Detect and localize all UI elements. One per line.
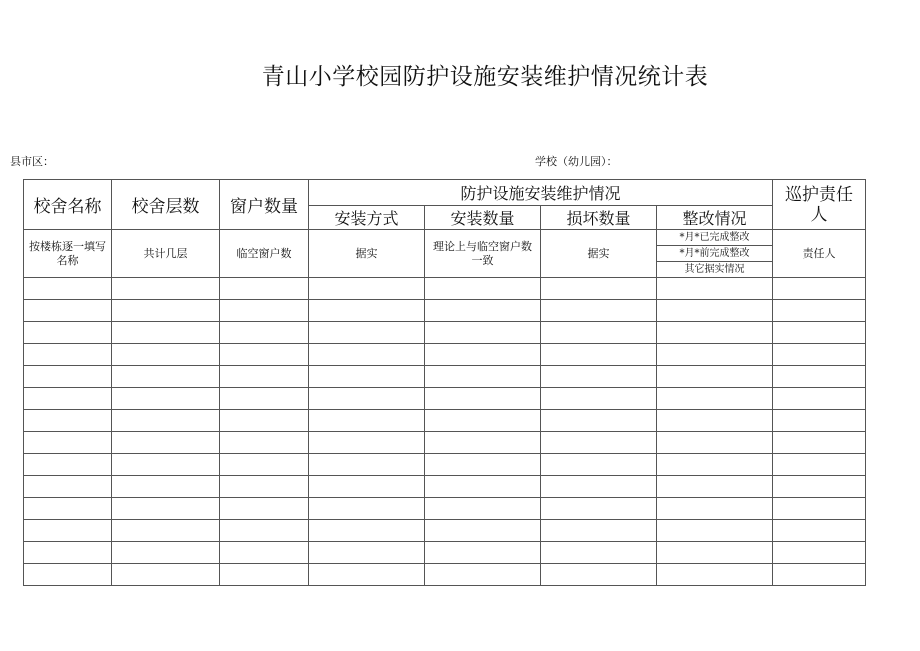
table-cell[interactable] [657,564,773,586]
table-cell[interactable] [657,388,773,410]
header-floors: 校舍层数 [112,180,220,230]
table-cell[interactable] [112,322,220,344]
table-cell[interactable] [541,542,657,564]
header-install-method: 安装方式 [309,206,425,230]
example-floors: 共计几层 [112,230,220,278]
table-cell[interactable] [541,278,657,300]
table-cell[interactable] [112,410,220,432]
table-cell[interactable] [425,366,541,388]
table-cell[interactable] [425,278,541,300]
table-cell[interactable] [773,498,866,520]
table-cell[interactable] [220,564,309,586]
table-cell[interactable] [309,498,425,520]
table-cell[interactable] [112,542,220,564]
table-cell[interactable] [24,432,112,454]
table-cell[interactable] [112,564,220,586]
table-cell[interactable] [24,300,112,322]
table-cell[interactable] [309,542,425,564]
table-cell[interactable] [773,322,866,344]
table-cell[interactable] [541,366,657,388]
table-cell[interactable] [112,498,220,520]
table-cell[interactable] [309,278,425,300]
table-cell[interactable] [657,322,773,344]
table-cell[interactable] [425,542,541,564]
table-cell[interactable] [773,410,866,432]
page-title: 青山小学校园防护设施安装维护情况统计表 [261,64,709,90]
header-windows: 窗户数量 [220,180,309,230]
table-cell[interactable] [657,410,773,432]
table-cell[interactable] [24,410,112,432]
table-cell[interactable] [541,520,657,542]
table-row [24,410,866,432]
table-cell[interactable] [657,542,773,564]
table-cell[interactable] [425,300,541,322]
table-cell[interactable] [425,564,541,586]
table-cell[interactable] [220,366,309,388]
table-cell[interactable] [773,366,866,388]
header-install-count: 安装数量 [425,206,541,230]
table-cell[interactable] [112,476,220,498]
table-cell[interactable] [773,300,866,322]
table-cell[interactable] [220,278,309,300]
table-row [24,498,866,520]
table-cell[interactable] [24,542,112,564]
table-cell[interactable] [24,498,112,520]
table-cell[interactable] [541,476,657,498]
table-cell[interactable] [24,344,112,366]
table-row [24,300,866,322]
table-cell[interactable] [541,300,657,322]
table-cell[interactable] [112,388,220,410]
table-cell[interactable] [773,388,866,410]
table-cell[interactable] [24,520,112,542]
table-cell[interactable] [541,344,657,366]
table-cell[interactable] [425,520,541,542]
table-cell[interactable] [425,454,541,476]
example-patrol: 责任人 [773,230,866,278]
table-cell[interactable] [24,454,112,476]
table-cell[interactable] [657,454,773,476]
example-windows: 临空窗户数 [220,230,309,278]
table-row [24,432,866,454]
table-cell[interactable] [657,344,773,366]
table-cell[interactable] [541,432,657,454]
table-cell[interactable] [112,300,220,322]
table-cell[interactable] [425,476,541,498]
table-cell[interactable] [657,432,773,454]
table-cell[interactable] [773,344,866,366]
table-row [24,542,866,564]
table-cell[interactable] [773,564,866,586]
table-cell[interactable] [220,454,309,476]
table-cell[interactable] [773,432,866,454]
table-cell[interactable] [220,476,309,498]
table-cell[interactable] [220,498,309,520]
table-cell[interactable] [309,344,425,366]
table-cell[interactable] [24,278,112,300]
table-row [24,344,866,366]
table-row [24,454,866,476]
table-cell[interactable] [657,498,773,520]
table-cell[interactable] [773,542,866,564]
county-label: 县市区： [10,155,54,168]
table-cell[interactable] [112,366,220,388]
table-cell[interactable] [425,498,541,520]
table-cell[interactable] [309,476,425,498]
table-cell[interactable] [425,410,541,432]
table-cell[interactable] [24,322,112,344]
table-cell[interactable] [309,454,425,476]
table-cell[interactable] [112,520,220,542]
table-cell[interactable] [220,344,309,366]
example-rectify-other: 其它据实情况 [657,262,773,278]
table-cell[interactable] [541,454,657,476]
example-damage-count: 据实 [541,230,657,278]
table-cell[interactable] [657,278,773,300]
table-cell[interactable] [773,454,866,476]
example-rectify-done: *月*已完成整改 [657,230,773,246]
table-row [24,366,866,388]
table-cell[interactable] [220,322,309,344]
header-damage-count: 损坏数量 [541,206,657,230]
table-cell[interactable] [309,300,425,322]
table-cell[interactable] [220,432,309,454]
table-cell[interactable] [309,366,425,388]
table-cell[interactable] [112,344,220,366]
header-patrol: 巡护责任人 [773,180,866,230]
header-building-name: 校舍名称 [24,180,112,230]
table-cell[interactable] [425,344,541,366]
table-cell[interactable] [220,388,309,410]
table-cell[interactable] [309,388,425,410]
table-cell[interactable] [309,432,425,454]
example-install-count: 理论上与临空窗户数一致 [425,230,541,278]
table-cell[interactable] [220,520,309,542]
table-row [24,388,866,410]
table-cell[interactable] [309,410,425,432]
table-cell[interactable] [24,476,112,498]
table-cell[interactable] [773,278,866,300]
table-cell[interactable] [657,476,773,498]
table-row [24,322,866,344]
table-cell[interactable] [220,542,309,564]
table-cell[interactable] [309,520,425,542]
table-cell[interactable] [657,520,773,542]
example-install-method: 据实 [309,230,425,278]
table-cell[interactable] [24,564,112,586]
table-cell[interactable] [773,520,866,542]
table-row [24,564,866,586]
table-cell[interactable] [425,322,541,344]
example-rectify-deadline: *月*前完成整改 [657,246,773,262]
table-cell[interactable] [309,322,425,344]
table-row [24,476,866,498]
table-cell[interactable] [112,278,220,300]
table-row [24,278,866,300]
table-cell[interactable] [309,564,425,586]
table-cell[interactable] [657,366,773,388]
table-cell[interactable] [24,366,112,388]
table-cell[interactable] [425,388,541,410]
table-row [24,520,866,542]
table-cell[interactable] [112,432,220,454]
example-building-name: 按楼栋逐一填写名称 [24,230,112,278]
table-cell[interactable] [541,322,657,344]
table-cell[interactable] [112,454,220,476]
header-rectify: 整改情况 [657,206,773,230]
table-cell[interactable] [220,410,309,432]
table-cell[interactable] [425,432,541,454]
table-cell[interactable] [541,388,657,410]
table-cell[interactable] [220,300,309,322]
table-cell[interactable] [657,300,773,322]
table-cell[interactable] [24,388,112,410]
school-label: 学校（幼儿园）： [535,155,618,168]
table-cell[interactable] [541,564,657,586]
table-cell[interactable] [541,410,657,432]
table-cell[interactable] [773,476,866,498]
header-protection-group: 防护设施安装维护情况 [309,180,773,206]
table-cell[interactable] [541,498,657,520]
blank-rows [24,278,866,586]
statistics-table [23,179,866,586]
